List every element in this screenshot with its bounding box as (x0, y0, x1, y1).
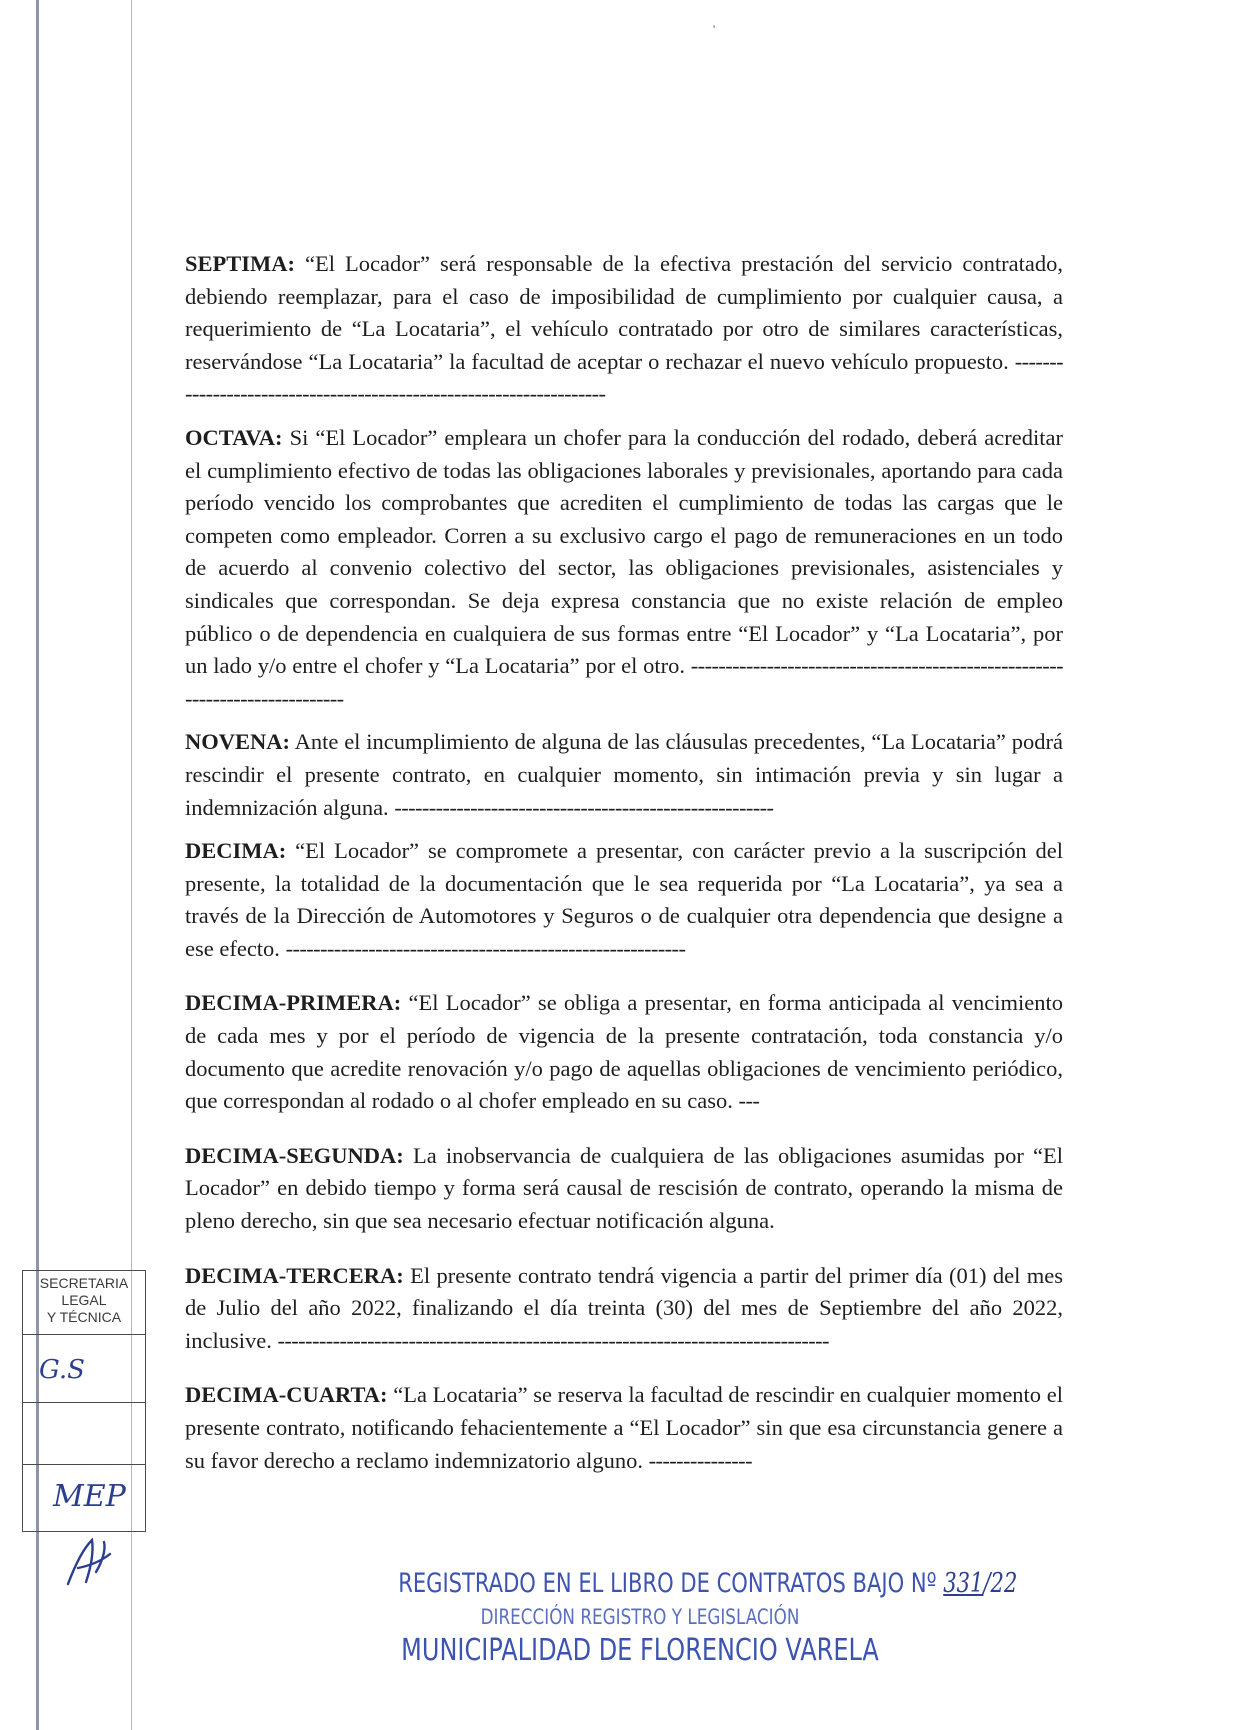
stamp-empty-row (23, 1403, 145, 1465)
clause-text: Si “El Locador” empleara un chofer para la conducción del rodado, deberá acreditar el cumplimiento efectivo de todas las obligaciones laborales y previsionales, aportando para cada período vencido los comprobantes que acrediten el cumplimiento de todas las cargas que le competen como empleador. Corren a su exclusivo cargo el pago de remuneraciones en un todo de acuerdo al convenio colectivo del sector, las obligaciones previsionales, asistenciales y sindicales que correspondan. Se deja expresa constancia que no existe relación de empleo público o de dependencia en cualquiera de sus formas entre “El Locador” y “La Locataria”, por un lado y/o entre el chofer y “La Locataria” por el otro. (185, 424, 1063, 679)
clause-decima-tercera (185, 1260, 1063, 1358)
registration-prefix: REGISTRADO EN EL LIBRO DE CONTRATOS BAJO Nº (398, 1568, 937, 1599)
stamp-title-row (23, 1271, 145, 1335)
registration-stamp-line2: DIRECCIÓN REGISTRO Y LEGISLACIÓN (480, 1605, 800, 1629)
clause-heading: DECIMA-PRIMERA: (185, 990, 402, 1016)
stamp-title-line: Y TÉCNICA (46, 1309, 122, 1325)
clause-heading: DECIMA-SEGUNDA: (185, 1142, 404, 1168)
clause-decima-primera (185, 987, 1063, 1117)
clause-dashes: -------------------------------------------------------------------- (185, 348, 1063, 407)
clause-decima-segunda (185, 1140, 1063, 1238)
clause-octava (185, 422, 1063, 715)
signature-scribble (60, 1532, 120, 1594)
clause-text: La inobservancia de cualquiera de las obligaciones asumidas por “El Locador” en debido tiempo y forma será causal de rescisión de contrato, operando la misma de pleno derecho, sin que sea necesario efectuar notificación alguna. (185, 1142, 1063, 1234)
clause-text: Ante el incumplimiento de alguna de las cláusulas precedentes, “La Locataria” podrá rescindir el presente contrato, en cualquier momento, sin intimación previa y sin lugar a indemnización alguna. (185, 729, 1063, 820)
registration-stamp (330, 1568, 1018, 1668)
handwritten-initials: G.S (39, 1355, 85, 1385)
clause-dashes: --- (738, 1088, 760, 1114)
clause-dashes: ------------------------------------------------------- (394, 794, 774, 820)
registration-stamp-line1: REGISTRADO EN EL LIBRO DE CONTRATOS BAJO Nº 331/22 (398, 1568, 1018, 1599)
clause-heading: DECIMA-CUARTA: (185, 1382, 388, 1408)
stamp-title-line: LEGAL (61, 1292, 107, 1308)
clause-heading: NOVENA: (185, 729, 290, 755)
stamp-title-line: SECRETARIA (39, 1275, 129, 1291)
registration-year: 22 (990, 1568, 1018, 1599)
clause-text: “El Locador” se compromete a presentar, con carácter previo a la suscripción del presente, la totalidad de la documentación que le sea requerida por “La Locataria”, ya sea a través de la Dirección de Automotores y Seguros o de cualquier otra dependencia que designe a ese efecto. (185, 838, 1063, 961)
clause-text: El presente contrato tendrá vigencia a partir del primer día (01) del mes de Julio del año 2022, finalizando el día treinta (30) del mes de Septiembre del año 2022, inclusive. (185, 1262, 1063, 1353)
registration-stamp-line3: MUNICIPALIDAD DE FLORENCIO VARELA (401, 1633, 879, 1668)
clause-decima (185, 835, 1063, 965)
clause-text: “El Locador” se obliga a presentar, en forma anticipada al vencimiento de cada mes y por el período de vigencia de la presente contratación, toda constancia y/o documento que acredite renovación y/o pago de aquellas obligaciones de vencimiento periódico, que correspondan al rodado o al chofer empleado en su caso. (185, 990, 1063, 1114)
clause-dashes: ---------------------------------------------------------- (285, 935, 686, 961)
clause-dashes: ----------------------------------------------------------------------------- (185, 653, 1063, 711)
top-mark: ' (713, 22, 716, 36)
clause-septima (185, 248, 1063, 411)
handwritten-initials: MEP (53, 1479, 126, 1514)
clause-novena (185, 726, 1063, 824)
clause-heading: DECIMA-TERCERA: (185, 1262, 404, 1288)
clause-dashes: --------------- (648, 1447, 752, 1473)
clause-heading: DECIMA: (185, 838, 287, 864)
clause-text: “El Locador” será responsable de la efectiva prestación del servicio contratado, debiendo reemplazar, para el caso de imposibilidad de cumplimiento por cualquier causa, a requerimiento de “La Locataria”, el vehículo contratado por otro de similares características, reservándose “La Locataria” la facultad de aceptar o rechazar el nuevo vehículo propuesto. (185, 251, 1063, 374)
registration-number: 331 (943, 1568, 984, 1599)
clause-dashes: -------------------------------------------------------------------------------- (277, 1327, 829, 1353)
clause-heading: SEPTIMA: (185, 251, 296, 276)
contract-clauses (185, 248, 1063, 1477)
clause-decima-cuarta (185, 1379, 1063, 1477)
clause-text: “La Locataria” se reserva la facultad de rescindir en cualquier momento el presente contrato, notificando fehacientemente a “El Locador” sin que esa circunstancia genere a su favor derecho a reclamo indemnizatorio alguno. (185, 1382, 1063, 1473)
stamp-signature-row (23, 1465, 145, 1531)
clause-heading: OCTAVA: (185, 424, 283, 450)
stamp-initials-row (23, 1335, 145, 1403)
secretaria-stamp (22, 1270, 146, 1532)
